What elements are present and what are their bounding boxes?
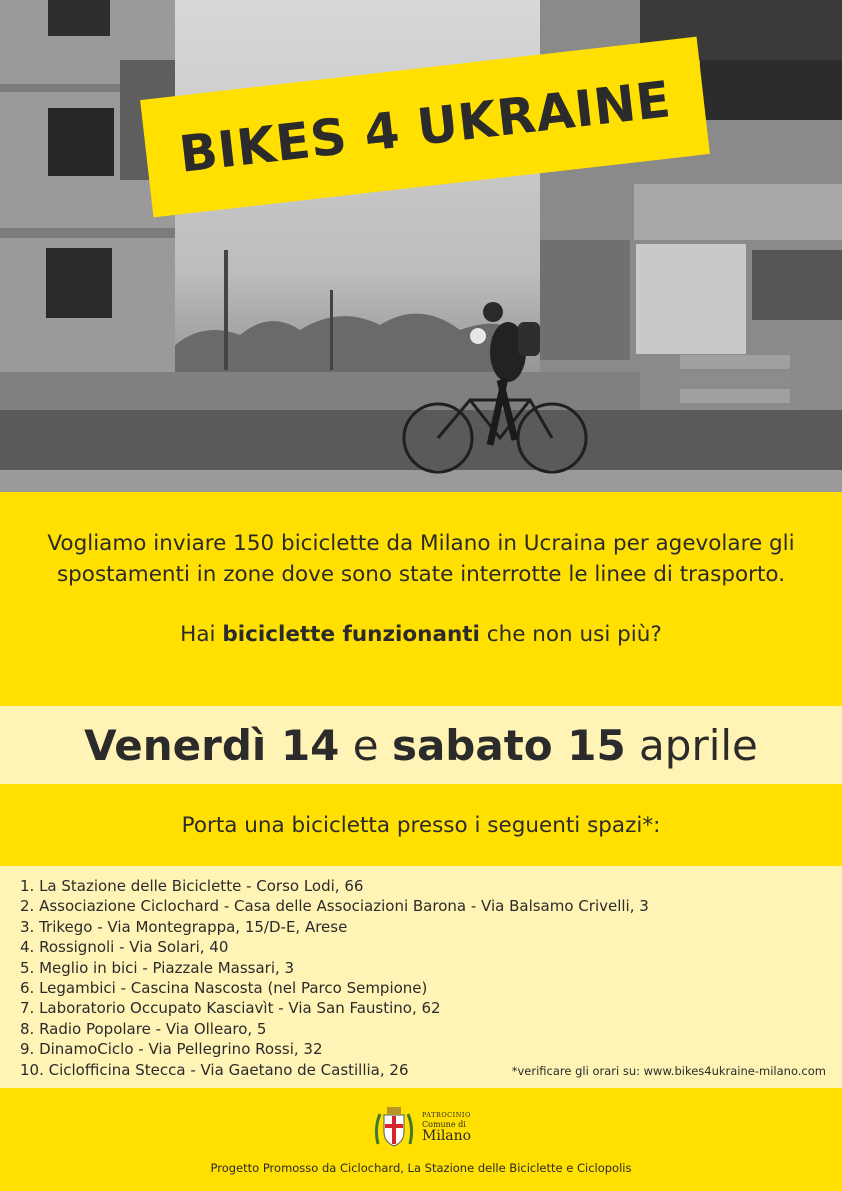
date-day1: Venerdì 14 [84, 720, 340, 770]
poster-title: BIKES 4 UKRAINE [176, 70, 674, 184]
location-item: 3. Trikego - Via Montegrappa, 15/D-E, Arese [20, 917, 348, 936]
date-month: aprile [625, 720, 758, 770]
hours-note: *verificare gli orari su: www.bikes4ukraine-milano.com [511, 1064, 826, 1078]
location-item: 10. Ciclofficina Stecca - Via Gaetano de Castillia, 26 [20, 1060, 409, 1079]
question-bold: biciclette funzionanti [222, 622, 480, 647]
locations-section [0, 866, 842, 1088]
date-day2: sabato 15 [391, 720, 626, 770]
location-item: 1. La Stazione delle Biciclette - Corso Lodi, 66 [20, 877, 364, 895]
question-before: Hai [180, 622, 223, 647]
patron-logo [372, 1104, 471, 1150]
instruction-text: Porta una bicicletta presso i seguenti spazi*: [181, 812, 661, 838]
instruction-band [0, 784, 842, 866]
date-band [0, 706, 842, 784]
hero-photo [0, 0, 842, 492]
location-item: 4. Rossignoli - Via Solari, 40 [20, 938, 229, 957]
question-after: che non usi più? [479, 622, 662, 647]
footer [0, 1088, 842, 1191]
question-text [0, 622, 842, 647]
location-item: 7. Laboratorio Occupato Kasciavìt - Via San Faustino, 62 [20, 999, 441, 1018]
patron-small: Comune di [422, 1120, 466, 1129]
patron-label: PATROCINIO [422, 1111, 471, 1119]
location-item: 6. Legambici - Cascina Nascosta (nel Parco Sempione) [20, 979, 428, 998]
milano-crest-icon [372, 1104, 416, 1150]
patron-city: Milano [422, 1128, 472, 1144]
intro-text: Vogliamo inviare 150 biciclette da Milano in Ucraina per agevolare gli spostamenti in zone dove sono state interrotte le linee di trasporto. [47, 531, 795, 587]
date-connector: e [339, 720, 392, 770]
location-item: 5. Meglio in bici - Piazzale Massari, 3 [20, 958, 295, 977]
location-item: 9. DinamoCiclo - Via Pellegrino Rossi, 32 [20, 1040, 323, 1059]
location-item: 2. Associazione Ciclochard - Casa delle Associazioni Barona - Via Balsamo Crivelli, 3 [20, 897, 649, 916]
credits-text: Progetto Promosso da Ciclochard, La Stazione delle Biciclette e Ciclopolis [210, 1161, 632, 1175]
intro-section [0, 492, 842, 706]
location-item: 8. Radio Popolare - Via Ollearo, 5 [20, 1019, 267, 1038]
locations-list [20, 876, 649, 1080]
